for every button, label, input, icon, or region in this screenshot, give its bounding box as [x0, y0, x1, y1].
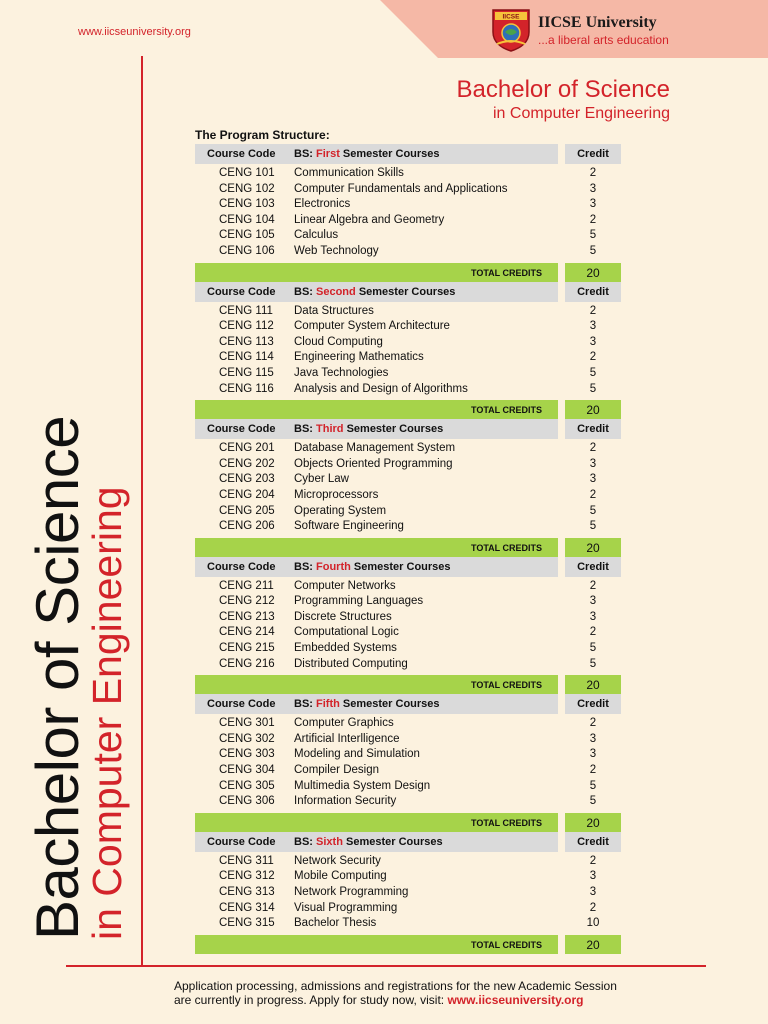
course-name: Network Security — [294, 854, 381, 867]
semester-header — [195, 557, 621, 577]
table-row — [195, 350, 621, 366]
table-row — [195, 182, 621, 198]
course-name: Artificial Interlligence — [294, 732, 400, 745]
course-name: Embedded Systems — [294, 642, 397, 655]
course-name: Computer Fundamentals and Applications — [294, 182, 508, 195]
course-name: Discrete Structures — [294, 610, 392, 623]
semester-prefix: BS: — [294, 285, 313, 298]
course-credit: 5 — [589, 504, 597, 517]
crest-text: IICSE — [502, 13, 520, 21]
semester-block — [195, 419, 621, 557]
total-credits-value: 20 — [586, 403, 600, 418]
semester-prefix: BS: — [294, 835, 313, 848]
course-code: CENG 213 — [219, 610, 275, 623]
website-url[interactable]: www.iicseuniversity.org — [78, 26, 191, 38]
course-code: CENG 205 — [219, 504, 275, 517]
university-crest-icon — [491, 8, 531, 52]
course-name: Computational Logic — [294, 626, 399, 639]
side-title-sub: in Computer Engineering — [84, 486, 130, 940]
course-credit: 3 — [589, 182, 597, 195]
course-code: CENG 204 — [219, 488, 275, 501]
course-credit: 5 — [589, 642, 597, 655]
table-row — [195, 244, 621, 260]
course-name: Engineering Mathematics — [294, 351, 424, 364]
course-name: Calculus — [294, 229, 339, 242]
credit-header: Credit — [577, 560, 609, 573]
course-name: Computer Graphics — [294, 717, 394, 730]
total-credits-value: 20 — [586, 540, 600, 555]
course-code-header: Course Code — [207, 423, 276, 436]
course-code: CENG 103 — [219, 198, 275, 211]
total-credits-row — [195, 263, 621, 282]
course-code: CENG 116 — [219, 382, 274, 395]
semester-suffix: Semester Courses — [342, 148, 440, 160]
total-credits-row — [195, 400, 621, 419]
course-list — [195, 577, 621, 673]
table-row — [195, 763, 621, 779]
credit-header: Credit — [577, 148, 609, 160]
table-row — [195, 197, 621, 213]
course-name: Multimedia System Design — [294, 779, 431, 792]
course-name: Database Management System — [294, 442, 456, 455]
semester-ordinal: Second — [316, 285, 356, 298]
table-row — [195, 166, 621, 182]
course-credit: 3 — [589, 732, 597, 745]
course-credit: 3 — [589, 748, 597, 761]
course-code: CENG 202 — [219, 457, 275, 470]
course-credit: 2 — [589, 626, 597, 639]
course-credit: 5 — [589, 657, 597, 670]
course-credit: 2 — [589, 488, 597, 501]
course-code: CENG 111 — [219, 304, 273, 317]
semester-title — [294, 698, 440, 710]
table-row — [195, 579, 621, 595]
semester-header — [195, 144, 621, 164]
course-code: CENG 201 — [219, 442, 275, 455]
brand-tagline: ...a liberal arts education — [538, 33, 669, 47]
course-list — [195, 852, 621, 932]
course-credit: 5 — [589, 795, 597, 808]
semester-suffix: Semester Courses — [345, 835, 443, 848]
footer-notice — [174, 979, 617, 1007]
course-code: CENG 112 — [219, 320, 274, 333]
table-row — [195, 747, 621, 763]
course-credit: 3 — [589, 198, 597, 211]
total-credits-row — [195, 813, 621, 832]
course-name: Software Engineering — [294, 520, 404, 533]
course-credit: 3 — [589, 320, 597, 333]
brand-name: IICSE University — [538, 14, 657, 31]
total-credits-label: TOTAL CREDITS — [470, 939, 542, 950]
semester-block — [195, 694, 621, 832]
table-row — [195, 213, 621, 229]
course-name: Compiler Design — [294, 764, 380, 777]
course-name: Microprocessors — [294, 488, 379, 501]
course-credit: 5 — [589, 382, 597, 395]
course-credit: 2 — [589, 351, 597, 364]
course-code: CENG 101 — [219, 167, 275, 179]
course-code: CENG 301 — [219, 717, 275, 730]
course-code: CENG 312 — [219, 870, 275, 883]
course-name: Analysis and Design of Algorithms — [294, 382, 468, 395]
course-credit: 3 — [589, 610, 597, 623]
table-row — [195, 382, 621, 398]
course-credit: 3 — [589, 473, 597, 486]
credit-header: Credit — [577, 423, 609, 436]
course-code: CENG 115 — [219, 366, 274, 379]
course-code: CENG 113 — [219, 335, 274, 348]
table-row — [195, 901, 621, 917]
semester-title — [294, 561, 451, 573]
course-name: Web Technology — [294, 244, 379, 257]
course-credit: 2 — [589, 717, 597, 730]
course-code: CENG 315 — [219, 917, 275, 930]
program-structure-label: The Program Structure: — [195, 128, 330, 142]
semester-prefix: BS: — [294, 698, 313, 711]
table-row — [195, 854, 621, 870]
course-code: CENG 114 — [219, 351, 274, 364]
course-name: Modeling and Simulation — [294, 748, 420, 761]
page-title-main: Bachelor of Science — [456, 76, 670, 103]
footer-line-1: Application processing, admissions and registrations for the new Academic Session — [174, 979, 617, 993]
side-title-main: Bachelor of Science — [24, 415, 91, 940]
semester-title — [294, 286, 455, 298]
course-name: Computer Networks — [294, 579, 396, 592]
course-code-header: Course Code — [207, 698, 276, 711]
total-credits-label: TOTAL CREDITS — [470, 542, 542, 553]
footer-line-2 — [174, 993, 617, 1007]
total-credits-value: 20 — [586, 815, 600, 830]
course-code: CENG 206 — [219, 520, 275, 533]
course-code: CENG 211 — [219, 579, 274, 592]
course-list — [195, 302, 621, 398]
semester-suffix: Semester Courses — [358, 285, 456, 298]
course-name: Computer System Architecture — [294, 320, 450, 333]
semester-suffix: Semester Courses — [353, 560, 451, 573]
course-credit: 2 — [589, 764, 597, 777]
course-name: Data Structures — [294, 304, 374, 317]
table-row — [195, 594, 621, 610]
course-list — [195, 164, 621, 260]
table-row — [195, 610, 621, 626]
table-row — [195, 732, 621, 748]
course-code-header: Course Code — [207, 835, 276, 848]
table-row — [195, 519, 621, 535]
course-name: Network Programming — [294, 886, 409, 898]
table-row — [195, 488, 621, 504]
course-credit: 3 — [589, 457, 597, 470]
table-row — [195, 779, 621, 795]
course-credit: 2 — [589, 579, 597, 592]
table-row — [195, 366, 621, 382]
table-row — [195, 228, 621, 244]
table-row — [195, 641, 621, 657]
side-title — [24, 415, 130, 940]
table-row — [195, 869, 621, 885]
course-name: Communication Skills — [294, 167, 404, 179]
table-row — [195, 335, 621, 351]
course-credit: 3 — [589, 595, 597, 608]
course-code: CENG 212 — [219, 595, 275, 608]
table-row — [195, 716, 621, 732]
course-name: Mobile Computing — [294, 870, 387, 883]
course-name: Programming Languages — [294, 595, 424, 608]
course-code: CENG 104 — [219, 213, 275, 226]
course-credit: 2 — [589, 442, 597, 455]
course-credit: 3 — [589, 335, 597, 348]
total-credits-label: TOTAL CREDITS — [470, 817, 542, 828]
table-row — [195, 625, 621, 641]
course-credit: 10 — [586, 917, 600, 930]
course-name: Bachelor Thesis — [294, 917, 377, 930]
table-row — [195, 504, 621, 520]
total-credits-row — [195, 675, 621, 694]
course-credit: 3 — [589, 886, 597, 898]
course-code: CENG 302 — [219, 732, 275, 745]
total-credits-value: 20 — [586, 678, 600, 693]
course-code-header: Course Code — [207, 560, 276, 573]
credit-header: Credit — [577, 835, 609, 848]
course-code: CENG 311 — [219, 854, 274, 867]
course-code: CENG 102 — [219, 182, 275, 195]
semester-ordinal: First — [316, 148, 340, 160]
course-code: CENG 303 — [219, 748, 275, 761]
course-credit: 2 — [589, 901, 597, 914]
semester-ordinal: Sixth — [316, 835, 343, 848]
course-code-header: Course Code — [207, 285, 276, 298]
table-row — [195, 885, 621, 901]
semester-ordinal: Fourth — [316, 560, 351, 573]
table-row — [195, 304, 621, 320]
course-name: Java Technologies — [294, 366, 389, 379]
total-credits-label: TOTAL CREDITS — [470, 680, 542, 691]
course-list — [195, 439, 621, 535]
course-code: CENG 305 — [219, 779, 275, 792]
vertical-divider — [141, 56, 143, 966]
course-code: CENG 314 — [219, 901, 275, 914]
course-credit: 5 — [589, 520, 597, 533]
course-credit: 5 — [589, 366, 597, 379]
footer-line-2-text: are currently in progress. Apply for study now, visit: — [174, 993, 445, 1007]
total-credits-value: 20 — [586, 265, 600, 280]
course-credit: 2 — [589, 213, 597, 226]
course-code: CENG 306 — [219, 795, 275, 808]
semester-suffix: Semester Courses — [342, 698, 440, 711]
semester-prefix: BS: — [294, 560, 313, 573]
program-table — [195, 144, 621, 954]
semester-suffix: Semester Courses — [346, 423, 444, 436]
horizontal-divider — [66, 965, 706, 967]
course-code: CENG 304 — [219, 764, 275, 777]
course-name: Visual Programming — [294, 901, 398, 914]
page-title-sub: in Computer Engineering — [493, 105, 670, 122]
semester-title — [294, 423, 443, 435]
course-code: CENG 106 — [219, 244, 275, 257]
course-name: Operating System — [294, 504, 387, 517]
course-name: Linear Algebra and Geometry — [294, 213, 445, 226]
table-row — [195, 657, 621, 673]
page-title — [457, 76, 670, 124]
semester-header — [195, 832, 621, 852]
table-row — [195, 916, 621, 932]
course-code: CENG 203 — [219, 473, 275, 486]
semester-block — [195, 144, 621, 282]
course-name: Cyber Law — [294, 473, 349, 486]
semester-header — [195, 419, 621, 439]
course-name: Distributed Computing — [294, 657, 408, 670]
semester-title — [294, 148, 440, 160]
course-credit: 3 — [589, 870, 597, 883]
course-credit: 2 — [589, 167, 597, 179]
course-name: Cloud Computing — [294, 335, 383, 348]
total-credits-row — [195, 935, 621, 954]
course-code: CENG 215 — [219, 642, 275, 655]
table-row — [195, 794, 621, 810]
table-row — [195, 472, 621, 488]
semester-block — [195, 832, 621, 954]
semester-title — [294, 836, 443, 848]
semester-header — [195, 694, 621, 714]
course-code: CENG 214 — [219, 626, 275, 639]
course-code: CENG 313 — [219, 886, 275, 898]
course-credit: 5 — [589, 229, 597, 242]
course-name: Electronics — [294, 198, 351, 211]
semester-header — [195, 282, 621, 302]
credit-header: Credit — [577, 698, 609, 711]
course-code-header: Course Code — [207, 148, 276, 160]
semester-prefix: BS: — [294, 423, 313, 436]
total-credits-label: TOTAL CREDITS — [470, 405, 542, 416]
table-row — [195, 441, 621, 457]
semester-block — [195, 557, 621, 695]
semester-block — [195, 282, 621, 420]
course-credit: 5 — [589, 779, 597, 792]
course-credit: 2 — [589, 304, 597, 317]
table-row — [195, 457, 621, 473]
total-credits-value: 20 — [586, 937, 600, 952]
course-list — [195, 714, 621, 810]
course-code: CENG 216 — [219, 657, 275, 670]
semester-prefix: BS: — [294, 148, 313, 160]
course-name: Information Security — [294, 795, 397, 808]
course-code: CENG 105 — [219, 229, 275, 242]
total-credits-row — [195, 538, 621, 557]
course-name: Objects Oriented Programming — [294, 457, 453, 470]
course-credit: 2 — [589, 854, 597, 867]
total-credits-label: TOTAL CREDITS — [470, 267, 542, 278]
footer-link[interactable]: www.iicseuniversity.org — [447, 993, 584, 1007]
semester-ordinal: Third — [316, 423, 344, 436]
course-credit: 5 — [589, 244, 597, 257]
credit-header: Credit — [577, 285, 609, 298]
table-row — [195, 319, 621, 335]
semester-ordinal: Fifth — [316, 698, 340, 711]
